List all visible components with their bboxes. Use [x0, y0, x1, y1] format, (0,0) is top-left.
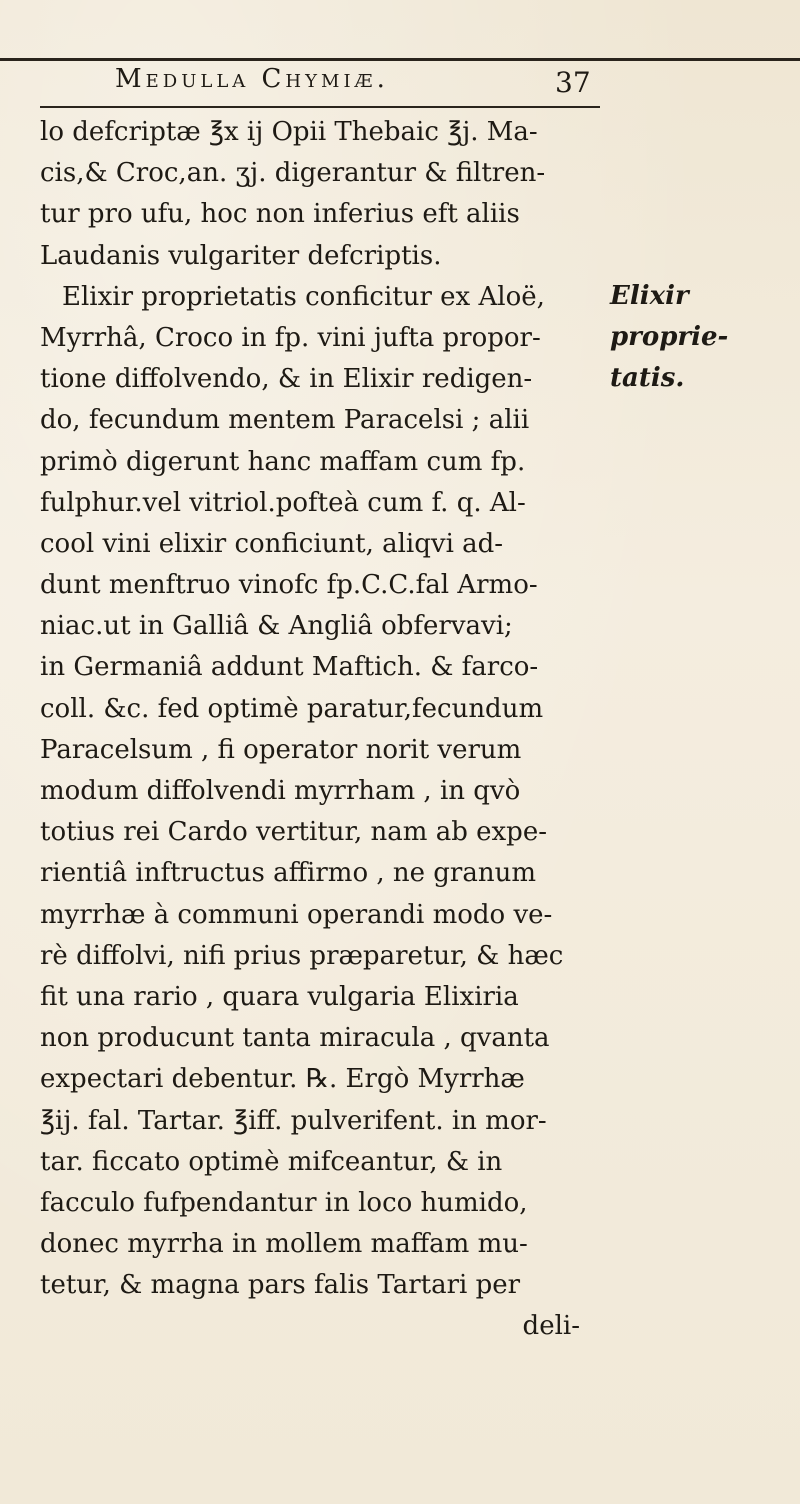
text-line: non producunt tanta miracula , qvanta — [40, 1023, 550, 1054]
text-line: primò digerunt hanc maffam cum fp. — [40, 446, 526, 477]
page-header — [115, 64, 615, 108]
text-line: fulphur.vel vitriol.pofteà cum f. q. Al- — [40, 487, 526, 518]
text-line: in Germaniâ addunt Maftich. & farco- — [40, 652, 539, 683]
text-line: tur pro ufu, hoc non inferius eft aliis — [40, 199, 520, 230]
text-line: niac.ut in Galliâ & Angliâ obfervavi; — [40, 611, 513, 642]
margin-note — [610, 276, 790, 400]
text-line: tar. ficcato optimè mifceantur, & in — [40, 1146, 503, 1177]
text-line: Paracelsum , fi operator norit verum — [40, 734, 522, 765]
text-line: ℥ij. fal. Tartar. ℥iff. pulverifent. in mor- — [40, 1105, 547, 1136]
text-line: tetur, & magna pars falis Tartari per — [40, 1270, 521, 1301]
text-line: facculo fufpendantur in loco humido, — [40, 1187, 528, 1218]
header-rule — [40, 106, 600, 108]
text-line: myrrhæ à communi operandi modo ve- — [40, 899, 553, 930]
margin-note-line: tatis. — [610, 363, 685, 394]
margin-note-line: Elixir — [610, 281, 689, 311]
text-line: Myrrhâ, Croco in fp. vini jufta propor- — [40, 322, 541, 353]
text-line: dunt menftruo vinofc fp.C.C.fal Armo- — [40, 570, 538, 601]
margin-note-line: proprie- — [610, 322, 729, 353]
text-line: do, fecundum mentem Paracelsi ; alii — [40, 405, 530, 436]
page-number: 37 — [555, 66, 591, 99]
catchword: deli- — [522, 1311, 580, 1342]
text-line: expectari debentur. ℞. Ergò Myrrhæ — [40, 1064, 525, 1095]
text-line: lo defcriptæ ℥x ij Opii Thebaic ℥j. Ma- — [40, 117, 538, 147]
running-head: Medulla Chymiæ. — [115, 64, 389, 94]
body-text — [40, 112, 600, 1348]
text-line: modum diffolvendi myrrham , in qvò — [40, 776, 521, 806]
text-line: donec myrrha in mollem maffam mu- — [40, 1229, 528, 1260]
text-line: Laudanis vulgariter defcriptis. — [40, 240, 442, 271]
text-line: totius rei Cardo vertitur, nam ab expe- — [40, 817, 547, 848]
text-line: Elixir proprietatis conficitur ex Aloë, — [62, 281, 545, 312]
top-ornament-rule — [0, 58, 800, 61]
text-line: coll. &c. fed optimè paratur,fecundum — [40, 693, 544, 724]
text-line: cis,& Croc,an. ʒj. digerantur & filtren- — [40, 158, 546, 189]
text-line: rientiâ inftructus affirmo , ne granum — [40, 858, 537, 889]
text-line: cool vini elixir conficiunt, aliqvi ad- — [40, 528, 504, 559]
text-line: tione diffolvendo, & in Elixir redigen- — [40, 364, 533, 395]
text-line: fit una rario , quara vulgaria Elixiria — [40, 981, 519, 1012]
text-line: rè diffolvi, nifi prius præparetur, & hæc — [40, 940, 564, 971]
